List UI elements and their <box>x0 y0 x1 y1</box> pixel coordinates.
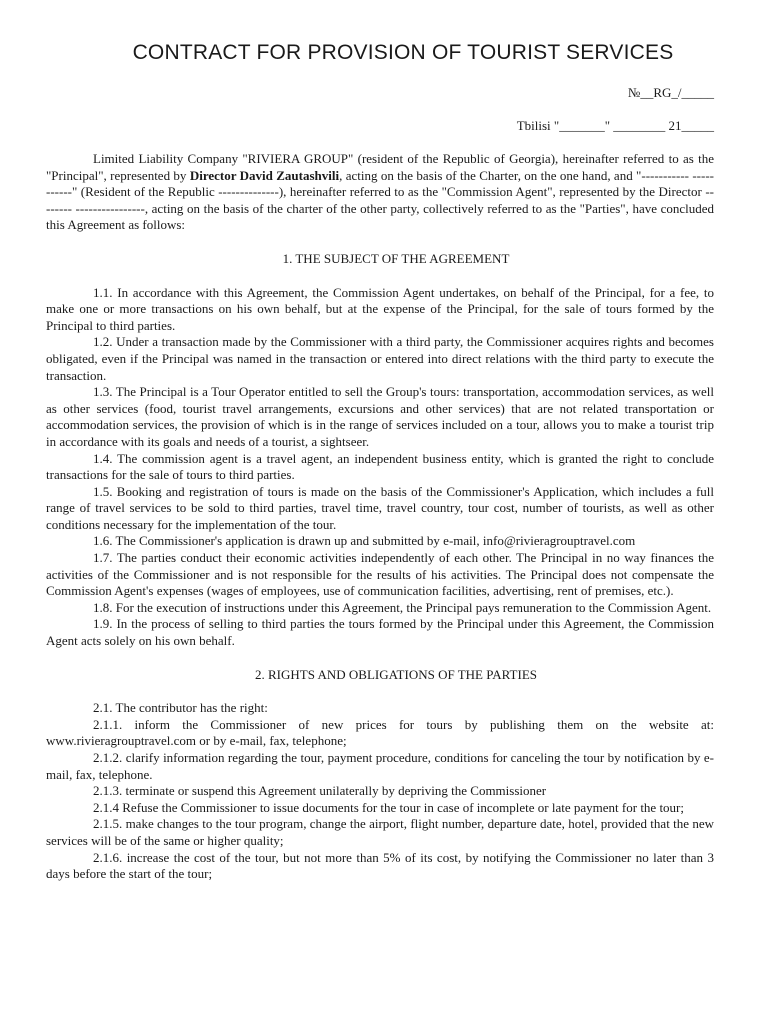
document-title: CONTRACT FOR PROVISION OF TOURIST SERVICES <box>132 41 674 64</box>
clause-1-6: 1.6. The Commissioner's application is drawn up and submitted by e-mail, info@rivieragrouptravel.com <box>93 533 636 549</box>
clause-1-4: 1.4. The commission agent is a travel agent, an independent business entity, which is granted the right to conclude transactions for the sale of tours to third parties. <box>46 450 714 483</box>
clause-2-1-6: 2.1.6. increase the cost of the tour, but not more than 5% of its cost, by notifying the Commissioner no later than 3 days before the start of the tour; <box>46 849 714 882</box>
document-body <box>46 151 714 883</box>
clause-2-1-3: 2.1.3. terminate or suspend this Agreement unilaterally by depriving the Commissioner <box>93 783 547 799</box>
clause-2-1-1: 2.1.1. inform the Commissioner of new prices for tours by publishing them on the website at: www.rivieragrouptravel.com or by e-mail, fax, telephone; <box>46 716 714 749</box>
contract-number: №__RG_/_____ <box>627 85 714 100</box>
clause-1-8: 1.8. For the execution of instructions under this Agreement, the Principal pays remuneration to the Commission Agent. <box>93 599 712 615</box>
clause-2-1: 2.1. The contributor has the right: <box>93 700 268 716</box>
clause-1-1: 1.1. In accordance with this Agreement, the Commission Agent undertakes, on behalf of the Principal, for a fee, to make one or more transactions on his own behalf, but at the expense of the Principal, for the sale of tours formed by the Principal to third parties. <box>46 284 714 333</box>
clause-2-1-2: 2.1.2. clarify information regarding the tour, payment procedure, conditions for canceling the tour by notification by e-mail, fax, telephone. <box>46 750 714 782</box>
intro-paragraph <box>46 151 714 234</box>
section-2-heading: 2. RIGHTS AND OBLIGATIONS OF THE PARTIES <box>255 666 537 682</box>
clause-2-1-5: 2.1.5. make changes to the tour program, change the airport, flight number, departure date, hotel, provided that the new services will be of the same or higher quality; <box>46 816 714 848</box>
clause-1-7: 1.7. The parties conduct their economic activities independently of each other. The Principal in no way finances the activities of the Commissioner and is not responsible for the results of his activities. The Principal does not compensate the Commission Agent's expenses (wages of employees, use of communication facilities, advertising, rent of premises, etc.). <box>46 550 714 599</box>
section-1-heading: 1. THE SUBJECT OF THE AGREEMENT <box>282 250 510 266</box>
intro-text-1: Limited Liability Company "RIVIERA GROUP" (resident of the Republic of Georgia), hereinafter referred to as the "Principal", represented by <box>46 151 714 183</box>
place-date-line: Tbilisi "_______" ________ 21_____ <box>516 118 714 133</box>
clause-1-3: 1.3. The Principal is a Tour Operator entitled to sell the Group's tours: transportation, accommodation services, as well as other services (food, tourist travel arrangements, excursions and other services) that are not related transportation or accommodation services, the provision of which is in the range of services included on a tour, allows you to make a tourist trip in accordance with its goals and needs of a tourist, a sightseer. <box>46 384 714 449</box>
clause-1-9: 1.9. In the process of selling to third parties the tours formed by the Principal under this Agreement, the Commission Agent acts solely on his own behalf. <box>46 616 714 649</box>
clause-1-5: 1.5. Booking and registration of tours is made on the basis of the Commissioner's Application, which includes a full range of travel services to be sold to third parties, travel time, travel country, tour cost, number of tourists, as well as other conditions necessary for the implementation of the tour. <box>46 483 714 532</box>
director-name: Director David Zautashvili <box>189 167 340 183</box>
clause-2-1-4: 2.1.4 Refuse the Commissioner to issue documents for the tour in case of incomplete or late payment for the tour; <box>93 799 684 815</box>
clause-1-2: 1.2. Under a transaction made by the Commissioner with a third party, the Commissioner acquires rights and becomes obligated, even if the Principal was named in the transaction or entered into direct relations with the third party to execute the transaction. <box>46 334 714 383</box>
intro-text-2: , acting on the basis of the Charter, on the one hand, and "----------- -----------" (Resident of the Republic --------------), hereinafter referred to as the "Commission Agent", represented by the Director -------- ----------------, acting on the basis of the charter of the other party, collectively referred to as the "Parties", have concluded this Agreement as follows: <box>46 167 714 233</box>
